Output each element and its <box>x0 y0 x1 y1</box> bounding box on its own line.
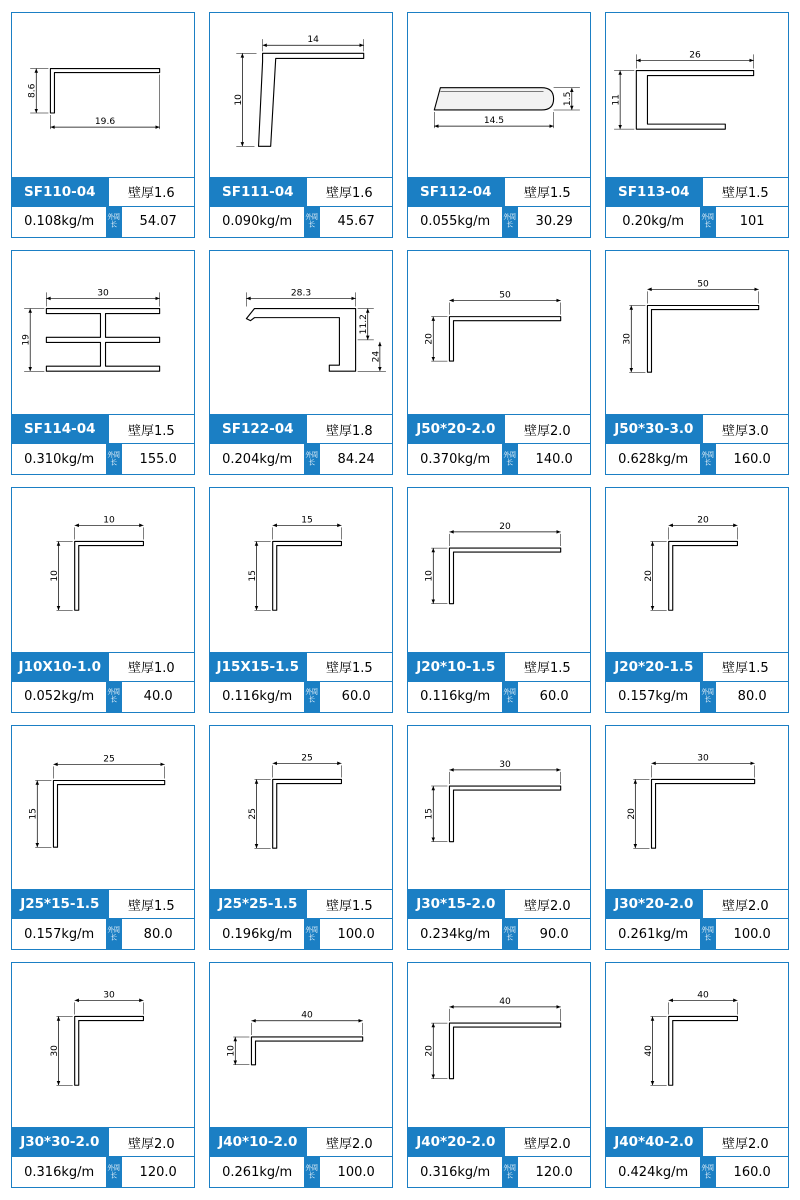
perimeter-label-text: 外周长 <box>305 213 318 229</box>
profile-card[interactable] <box>209 962 393 1188</box>
profile-card[interactable] <box>11 962 195 1188</box>
profile-code: J40*40-2.0 <box>606 1128 702 1156</box>
svg-text:15: 15 <box>28 807 39 820</box>
profile-weight: 0.316kg/m <box>420 1164 491 1180</box>
profile-spec-row <box>408 207 590 237</box>
perimeter-label-text: 外周长 <box>107 213 120 229</box>
profile-cell <box>400 244 598 482</box>
profile-wall-thickness: 壁厚1.5 <box>702 178 788 206</box>
perimeter-label <box>502 919 517 949</box>
profile-card[interactable] <box>407 962 591 1188</box>
perimeter-label <box>502 682 517 712</box>
profile-cross-section-drawing <box>210 963 392 1127</box>
profile-perimeter: 101 <box>715 207 788 237</box>
profile-cross-section-drawing <box>210 726 392 890</box>
profile-code: SF111-04 <box>210 178 306 206</box>
perimeter-label <box>304 682 319 712</box>
profile-spec-row <box>606 1157 788 1187</box>
svg-text:10: 10 <box>49 570 60 582</box>
profile-code: J40*20-2.0 <box>408 1128 504 1156</box>
profile-perimeter: 100.0 <box>319 919 392 949</box>
profile-card[interactable] <box>605 12 789 238</box>
profile-perimeter: 60.0 <box>517 682 590 712</box>
svg-text:30: 30 <box>697 753 709 764</box>
perimeter-label-text: 外周长 <box>503 688 516 704</box>
perimeter-label-text: 外周长 <box>305 451 318 466</box>
profile-spec-row <box>606 919 788 949</box>
profile-cell <box>202 481 400 719</box>
svg-text:14.5: 14.5 <box>483 116 505 127</box>
profile-name-row <box>210 177 392 207</box>
profile-weight: 0.424kg/m <box>618 1164 689 1180</box>
profile-cell <box>202 719 400 957</box>
profile-cross-section-drawing <box>606 726 788 890</box>
svg-text:50: 50 <box>697 278 709 289</box>
profile-card[interactable] <box>11 12 195 238</box>
perimeter-label-text: 外周长 <box>701 926 714 942</box>
profile-weight: 0.204kg/m <box>222 451 293 467</box>
profile-code: J20*20-1.5 <box>606 653 702 681</box>
profile-card[interactable] <box>11 487 195 713</box>
perimeter-label <box>304 1157 319 1187</box>
profile-cross-section-drawing <box>408 13 590 177</box>
svg-text:24: 24 <box>371 350 382 362</box>
profile-cell <box>400 6 598 244</box>
profile-perimeter: 30.29 <box>517 207 590 237</box>
profile-code: J20*10-1.5 <box>408 653 504 681</box>
profile-name-row <box>606 177 788 207</box>
profile-cross-section-drawing <box>12 726 194 890</box>
svg-text:30: 30 <box>103 990 115 1001</box>
profile-perimeter: 100.0 <box>715 919 788 949</box>
profile-wall-thickness: 壁厚1.5 <box>504 178 590 206</box>
profile-wall-thickness: 壁厚1.5 <box>702 653 788 681</box>
profile-cross-section-drawing <box>12 13 194 177</box>
profile-name-row <box>12 889 194 919</box>
svg-text:10: 10 <box>233 94 244 106</box>
profile-name-row <box>12 177 194 207</box>
profile-cell <box>598 244 796 482</box>
profile-wall-thickness: 壁厚2.0 <box>504 1128 590 1156</box>
profile-perimeter: 120.0 <box>517 1157 590 1187</box>
profile-wall-thickness: 壁厚1.8 <box>306 415 392 443</box>
svg-text:40: 40 <box>301 1011 313 1022</box>
svg-text:25: 25 <box>247 807 258 820</box>
profile-weight: 0.370kg/m <box>420 451 491 467</box>
svg-text:20: 20 <box>499 522 511 533</box>
profile-name-row <box>210 652 392 682</box>
profile-perimeter: 160.0 <box>715 444 788 474</box>
profile-wall-thickness: 壁厚3.0 <box>702 415 788 443</box>
profile-perimeter: 140.0 <box>517 444 590 474</box>
profile-spec-row <box>210 207 392 237</box>
profile-perimeter: 40.0 <box>121 682 194 712</box>
svg-text:15: 15 <box>247 570 258 582</box>
profile-cell <box>400 719 598 957</box>
perimeter-label <box>304 444 319 474</box>
profile-card[interactable] <box>209 12 393 238</box>
svg-text:11: 11 <box>611 94 622 106</box>
profile-weight: 0.116kg/m <box>420 689 491 705</box>
profile-wall-thickness: 壁厚1.5 <box>504 653 590 681</box>
svg-text:40: 40 <box>697 990 709 1001</box>
perimeter-label <box>502 207 517 237</box>
profile-spec-row <box>408 444 590 474</box>
profile-name-row <box>210 414 392 444</box>
svg-text:40: 40 <box>643 1045 654 1058</box>
svg-text:20: 20 <box>424 332 435 345</box>
svg-text:30: 30 <box>97 287 109 298</box>
profile-cell <box>598 956 796 1194</box>
profile-card[interactable] <box>407 487 591 713</box>
profile-weight: 0.310kg/m <box>24 451 95 467</box>
profile-name-row <box>210 889 392 919</box>
profile-spec-row <box>408 919 590 949</box>
svg-text:10: 10 <box>226 1045 237 1058</box>
perimeter-label-text: 外周长 <box>107 1163 120 1179</box>
profile-perimeter: 90.0 <box>517 919 590 949</box>
profile-spec-row <box>210 682 392 712</box>
perimeter-label <box>502 1157 517 1187</box>
perimeter-label-text: 外周长 <box>701 213 714 229</box>
profile-weight: 0.261kg/m <box>618 926 689 942</box>
profile-wall-thickness: 壁厚2.0 <box>504 415 590 443</box>
profile-cross-section-drawing <box>606 13 788 177</box>
svg-text:11.2: 11.2 <box>359 313 370 334</box>
svg-text:14: 14 <box>307 35 319 46</box>
profile-spec-row <box>210 1157 392 1187</box>
profile-spec-row <box>408 682 590 712</box>
profile-weight: 0.157kg/m <box>24 926 95 942</box>
profile-weight: 0.316kg/m <box>24 1164 95 1180</box>
profile-wall-thickness: 壁厚2.0 <box>702 890 788 918</box>
svg-text:15: 15 <box>301 515 313 526</box>
perimeter-label-text: 外周长 <box>503 451 516 466</box>
profile-cross-section-drawing <box>210 488 392 652</box>
profile-code: J30*15-2.0 <box>408 890 504 918</box>
profile-cell <box>400 481 598 719</box>
profile-code: J40*10-2.0 <box>210 1128 306 1156</box>
profile-cross-section-drawing <box>408 963 590 1127</box>
profile-code: J30*30-2.0 <box>12 1128 108 1156</box>
profile-wall-thickness: 壁厚1.5 <box>306 890 392 918</box>
profile-code: J15X15-1.5 <box>210 653 306 681</box>
svg-text:40: 40 <box>499 997 511 1008</box>
profile-spec-row <box>408 1157 590 1187</box>
profile-name-row <box>408 652 590 682</box>
profile-cross-section-drawing <box>210 251 392 415</box>
svg-text:30: 30 <box>499 759 511 770</box>
profile-name-row <box>210 1127 392 1157</box>
profile-card[interactable] <box>605 962 789 1188</box>
profile-name-row <box>606 889 788 919</box>
profile-card[interactable] <box>407 12 591 238</box>
profile-cell <box>202 6 400 244</box>
profile-wall-thickness: 壁厚2.0 <box>504 890 590 918</box>
perimeter-label <box>304 207 319 237</box>
profile-spec-row <box>12 207 194 237</box>
perimeter-label-text: 外周长 <box>701 1163 714 1179</box>
profile-wall-thickness: 壁厚2.0 <box>702 1128 788 1156</box>
profile-card[interactable] <box>11 725 195 951</box>
profile-cell <box>598 6 796 244</box>
svg-text:19.6: 19.6 <box>94 117 116 128</box>
profile-code: SF122-04 <box>210 415 306 443</box>
svg-text:26: 26 <box>689 50 701 61</box>
perimeter-label-text: 外周长 <box>107 451 120 466</box>
profile-card[interactable] <box>209 250 393 476</box>
profile-weight: 0.055kg/m <box>420 214 491 230</box>
perimeter-label <box>700 1157 715 1187</box>
profile-cell <box>400 956 598 1194</box>
profile-wall-thickness: 壁厚1.6 <box>306 178 392 206</box>
profile-code: J50*20-2.0 <box>408 415 504 443</box>
perimeter-label <box>700 919 715 949</box>
profile-weight: 0.20kg/m <box>622 214 685 230</box>
profile-cross-section-drawing <box>408 251 590 415</box>
profile-card[interactable] <box>407 725 591 951</box>
profile-spec-row <box>606 444 788 474</box>
svg-text:20: 20 <box>424 1045 435 1058</box>
perimeter-label-text: 外周长 <box>305 1163 318 1179</box>
profile-name-row <box>12 414 194 444</box>
profile-wall-thickness: 壁厚1.5 <box>108 890 194 918</box>
perimeter-label <box>304 919 319 949</box>
profile-cell <box>4 956 202 1194</box>
profile-weight: 0.090kg/m <box>222 214 293 230</box>
profile-name-row <box>408 889 590 919</box>
profile-name-row <box>408 414 590 444</box>
perimeter-label <box>700 207 715 237</box>
profile-perimeter: 120.0 <box>121 1157 194 1187</box>
profile-cross-section-drawing <box>210 13 392 177</box>
profile-code: SF113-04 <box>606 178 702 206</box>
profile-name-row <box>606 652 788 682</box>
profile-code: SF114-04 <box>12 415 108 443</box>
profile-spec-row <box>606 207 788 237</box>
perimeter-label <box>106 1157 121 1187</box>
perimeter-label <box>106 207 121 237</box>
profile-perimeter: 80.0 <box>121 919 194 949</box>
profile-wall-thickness: 壁厚1.0 <box>108 653 194 681</box>
profile-weight: 0.116kg/m <box>222 689 293 705</box>
svg-text:10: 10 <box>103 515 115 526</box>
profile-card[interactable] <box>209 725 393 951</box>
profile-code: J50*30-3.0 <box>606 415 702 443</box>
profile-wall-thickness: 壁厚1.5 <box>306 653 392 681</box>
profile-perimeter: 155.0 <box>121 444 194 474</box>
profile-weight: 0.157kg/m <box>618 689 689 705</box>
svg-text:19: 19 <box>21 333 32 346</box>
profile-spec-row <box>12 919 194 949</box>
profile-card[interactable] <box>11 250 195 476</box>
profile-card[interactable] <box>605 725 789 951</box>
profile-weight: 0.234kg/m <box>420 926 491 942</box>
profile-code: SF110-04 <box>12 178 108 206</box>
perimeter-label <box>106 444 121 474</box>
profile-card[interactable] <box>605 250 789 476</box>
profile-code: J25*25-1.5 <box>210 890 306 918</box>
perimeter-label-text: 外周长 <box>503 1163 516 1179</box>
profile-code: J30*20-2.0 <box>606 890 702 918</box>
perimeter-label <box>106 682 121 712</box>
perimeter-label-text: 外周长 <box>503 926 516 942</box>
profile-name-row <box>12 652 194 682</box>
profile-cross-section-drawing <box>408 726 590 890</box>
profile-wall-thickness: 壁厚1.5 <box>108 415 194 443</box>
profile-perimeter: 160.0 <box>715 1157 788 1187</box>
svg-text:20: 20 <box>626 807 637 820</box>
profile-name-row <box>606 1127 788 1157</box>
profile-name-row <box>12 1127 194 1157</box>
profile-cross-section-drawing <box>12 251 194 415</box>
profile-perimeter: 80.0 <box>715 682 788 712</box>
profile-cell <box>598 719 796 957</box>
profile-cell <box>202 244 400 482</box>
profile-spec-row <box>210 444 392 474</box>
profile-spec-row <box>606 682 788 712</box>
perimeter-label <box>502 444 517 474</box>
profile-cross-section-drawing <box>408 488 590 652</box>
perimeter-label <box>106 919 121 949</box>
perimeter-label-text: 外周长 <box>305 688 318 704</box>
profile-spec-row <box>12 682 194 712</box>
svg-text:28.3: 28.3 <box>290 287 312 298</box>
svg-text:8.6: 8.6 <box>27 83 38 98</box>
svg-text:20: 20 <box>697 515 709 526</box>
profile-card[interactable] <box>605 487 789 713</box>
profile-wall-thickness: 壁厚1.6 <box>108 178 194 206</box>
svg-text:15: 15 <box>424 807 435 820</box>
profile-perimeter: 60.0 <box>319 682 392 712</box>
profile-perimeter: 54.07 <box>121 207 194 237</box>
profile-perimeter: 84.24 <box>319 444 392 474</box>
perimeter-label-text: 外周长 <box>701 451 714 466</box>
svg-text:20: 20 <box>643 570 654 582</box>
svg-text:30: 30 <box>49 1045 60 1058</box>
profile-perimeter: 45.67 <box>319 207 392 237</box>
perimeter-label <box>700 682 715 712</box>
profile-cross-section-drawing <box>606 488 788 652</box>
profile-cross-section-drawing <box>12 963 194 1127</box>
profile-code: J10X10-1.0 <box>12 653 108 681</box>
profile-spec-row <box>210 919 392 949</box>
perimeter-label-text: 外周长 <box>701 688 714 704</box>
profile-cell <box>598 481 796 719</box>
profile-cross-section-drawing <box>606 251 788 415</box>
svg-text:25: 25 <box>103 754 115 765</box>
profile-perimeter: 100.0 <box>319 1157 392 1187</box>
perimeter-label-text: 外周长 <box>305 926 318 942</box>
perimeter-label-text: 外周长 <box>107 926 120 942</box>
profile-weight: 0.261kg/m <box>222 1164 293 1180</box>
svg-text:30: 30 <box>622 332 633 345</box>
profile-cell <box>4 719 202 957</box>
perimeter-label <box>700 444 715 474</box>
profile-spec-row <box>12 444 194 474</box>
svg-text:25: 25 <box>301 753 313 764</box>
profile-cell <box>4 6 202 244</box>
profile-cell <box>4 244 202 482</box>
svg-text:50: 50 <box>499 290 511 301</box>
profile-cell <box>202 956 400 1194</box>
profile-weight: 0.108kg/m <box>24 214 95 230</box>
profile-name-row <box>606 414 788 444</box>
perimeter-label-text: 外周长 <box>107 688 120 704</box>
profile-code: J25*15-1.5 <box>12 890 108 918</box>
profile-weight: 0.052kg/m <box>24 689 95 705</box>
profile-weight: 0.196kg/m <box>222 926 293 942</box>
perimeter-label-text: 外周长 <box>503 213 516 229</box>
profile-name-row <box>408 177 590 207</box>
profile-cross-section-drawing <box>606 963 788 1127</box>
svg-text:10: 10 <box>424 570 435 582</box>
profile-wall-thickness: 壁厚2.0 <box>306 1128 392 1156</box>
profile-cross-section-drawing <box>12 488 194 652</box>
profile-card[interactable] <box>407 250 591 476</box>
svg-text:1.5: 1.5 <box>563 91 574 107</box>
profile-cell <box>4 481 202 719</box>
profile-spec-row <box>12 1157 194 1187</box>
profile-card[interactable] <box>209 487 393 713</box>
profile-wall-thickness: 壁厚2.0 <box>108 1128 194 1156</box>
profile-weight: 0.628kg/m <box>618 451 689 467</box>
profile-code: SF112-04 <box>408 178 504 206</box>
profile-name-row <box>408 1127 590 1157</box>
